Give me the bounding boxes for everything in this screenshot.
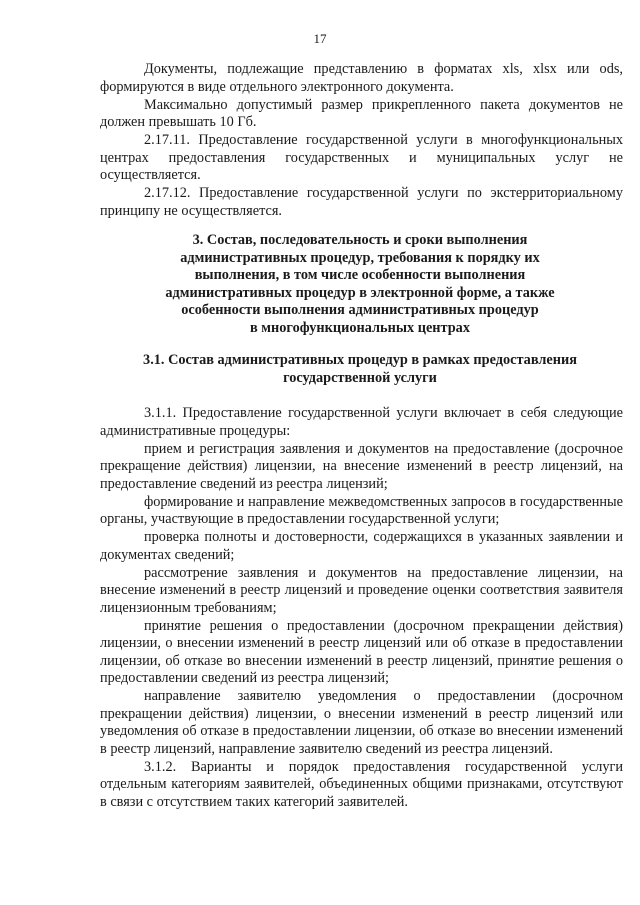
section-heading-line: в многофункциональных центрах <box>250 319 470 336</box>
section-heading-line: административных процедур в электронной форме, а также <box>165 284 555 301</box>
section-heading-line: особенности выполнения административных процедур <box>181 302 539 319</box>
section-heading <box>110 232 610 338</box>
list-item: принятие решения о предоставлении (досрочном прекращении действия) лицензии, о внесении изменений в реестр лицензий или об отказе в предоставлении лицензии, об отказе во внесении изменений в реестр лицензий, принятие решения о предоставлении сведений из реестра лицензий; <box>100 617 623 686</box>
main-paragraphs <box>100 405 623 811</box>
page-number: 17 <box>313 31 327 46</box>
list-item: проверка полноты и достоверности, содержащихся в указанных заявлении и документах сведений; <box>100 529 623 563</box>
section-heading-line: 3. Состав, последовательность и сроки выполнения <box>192 232 528 248</box>
subsection-heading-line: 3.1. Состав административных процедур в рамках предоставления <box>143 352 577 368</box>
paragraph-3-1-1: 3.1.1. Предоставление государственной услуги включает в себя следующие административные процедуры: <box>100 405 623 439</box>
paragraph-2-17-12: 2.17.12. Предоставление государственной услуги по экстерриториальному принципу не осуществляется. <box>100 185 623 219</box>
section-heading-line: выполнения, в том числе особенности выполнения <box>194 267 526 284</box>
paragraph-3-1-2: 3.1.2. Варианты и порядок предоставления государственной услуги отдельным категориям заявителей, объединенных общими признаками, отсутствуют в связи с отсутствием таких категорий заявителей. <box>100 758 623 810</box>
list-item: формирование и направление межведомственных запросов в государственные органы, участвующие в предоставлении государственной услуги; <box>100 493 623 527</box>
paragraph-formats: Документы, подлежащие представлению в форматах xls, xlsx или ods, формируются в виде отдельного электронного документа. <box>100 61 623 95</box>
section-heading-line: административных процедур, требования к порядку их <box>180 249 540 266</box>
list-item: прием и регистрация заявления и документов на предоставление (досрочное прекращение действия) лицензии, на внесение изменений в реестр лицензий, на предоставление сведений из реестра лицензий; <box>100 440 623 492</box>
list-item: направление заявителю уведомления о предоставлении (досрочном прекращении действия) лицензии, о внесении изменений в реестр лицензий или уведомления об отказе в предоставлении лицензии, об отказе во внесении изменений в реестр лицензий, направление заявителю сведений из реестра лицензий. <box>100 688 623 757</box>
subsection-heading-line: государственной услуги <box>283 369 437 386</box>
subsection-heading <box>110 352 610 387</box>
paragraph-2-17-11: 2.17.11. Предоставление государственной услуги в многофункциональных центрах предоставления государственных и муниципальных услуг не осуществляется. <box>100 132 623 183</box>
intro-paragraphs <box>100 61 623 220</box>
paragraph-max-size: Максимально допустимый размер прикрепленного пакета документов не должен превышать 10 Гб. <box>100 96 623 130</box>
list-item: рассмотрение заявления и документов на предоставление лицензии, на внесение изменений в реестр лицензий и проведение оценки соответствия заявителя лицензионным требованиям; <box>100 564 623 616</box>
